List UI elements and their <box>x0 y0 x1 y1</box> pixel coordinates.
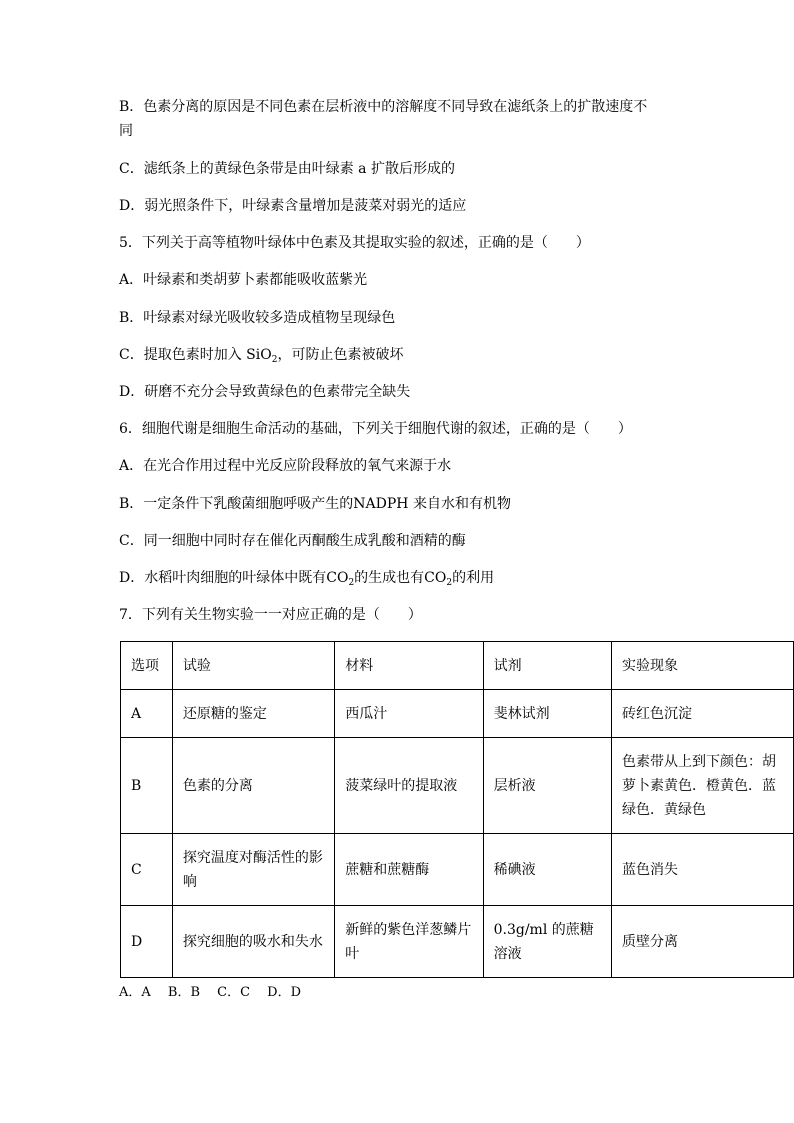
table-cell: 还原糖的鉴定 <box>172 690 334 738</box>
q5-option-c: C．提取色素时加入 SiO$_2$，可防止色素被破坏 <box>119 347 404 365</box>
table-cell: 质壁分离 <box>611 906 793 978</box>
q7-answer-options: A．A B．B C．C D．D <box>119 985 302 1000</box>
experiment-table <box>120 641 794 978</box>
table-cell: B <box>121 738 173 834</box>
q5-stem: 5．下列关于高等植物叶绿体中色素及其提取实验的叙述，正确的是（ ） <box>119 235 590 251</box>
q5-option-d: D．研磨不充分会导致黄绿色的色素带完全缺失 <box>119 384 411 400</box>
table-cell: 蓝色消失 <box>611 834 793 906</box>
table-cell: A <box>121 690 173 738</box>
header-cell: 实验现象 <box>611 642 793 690</box>
table-cell: 斐林试剂 <box>483 690 611 738</box>
table-cell: 西瓜汁 <box>335 690 483 738</box>
table-row <box>121 738 794 834</box>
q5-option-b: B．叶绿素对绿光吸收较多造成植物呈现绿色 <box>119 310 396 326</box>
q6-stem: 6．细胞代谢是细胞生命活动的基础，下列关于细胞代谢的叙述，正确的是（ ） <box>119 421 632 437</box>
header-cell: 试验 <box>172 642 334 690</box>
table-cell: 层析液 <box>483 738 611 834</box>
q7-stem: 7．下列有关生物实验一一对应正确的是（ ） <box>119 607 422 623</box>
table-cell: 菠菜绿叶的提取液 <box>335 738 483 834</box>
q5-option-a: A．叶绿素和类胡萝卜素都能吸收蓝紫光 <box>119 272 368 288</box>
q6-option-d: D．水稻叶肉细胞的叶绿体中既有$CO_2$的生成也有$CO_2$的利用 <box>119 570 495 588</box>
q6-option-a: A．在光合作用过程中光反应阶段释放的氧气来源于水 <box>119 458 452 474</box>
header-cell: 材料 <box>335 642 483 690</box>
table-header-row <box>121 642 794 690</box>
table-cell: D <box>121 906 173 978</box>
table-row <box>121 834 794 906</box>
table-cell: 蔗糖和蔗糖酶 <box>335 834 483 906</box>
q4-option-c: C．滤纸条上的黄绿色条带是由叶绿素 a 扩散后形成的 <box>119 161 455 177</box>
header-cell: 试剂 <box>483 642 611 690</box>
table-cell: 色素带从上到下颜色：胡萝卜素黄色．橙黄色．蓝绿色．黄绿色 <box>611 738 793 834</box>
table-cell: C <box>121 834 173 906</box>
table-cell: 探究细胞的吸水和失水 <box>172 906 334 978</box>
q6-option-b: B．一定条件下乳酸菌细胞呼吸产生的NADPH 来自水和有机物 <box>119 496 511 512</box>
q4-option-b-line2: 同 <box>119 123 133 139</box>
table-cell: 稀碘液 <box>483 834 611 906</box>
table-cell: 色素的分离 <box>172 738 334 834</box>
q6-option-c: C．同一细胞中同时存在催化丙酮酸生成乳酸和酒精的酶 <box>119 533 466 549</box>
q4-option-d: D．弱光照条件下，叶绿素含量增加是菠菜对弱光的适应 <box>119 198 467 214</box>
table-cell: 探究温度对酶活性的影响 <box>172 834 334 906</box>
table-cell: 0.3g/ml 的蔗糖溶液 <box>483 906 611 978</box>
q4-option-b-line1: B．色素分离的原因是不同色素在层析液中的溶解度不同导致在滤纸条上的扩散速度不 <box>119 99 648 115</box>
table-cell: 砖红色沉淀 <box>611 690 793 738</box>
header-cell: 选项 <box>121 642 173 690</box>
table-row <box>121 690 794 738</box>
table-cell: 新鲜的紫色洋葱鳞片叶 <box>335 906 483 978</box>
table-row <box>121 906 794 978</box>
